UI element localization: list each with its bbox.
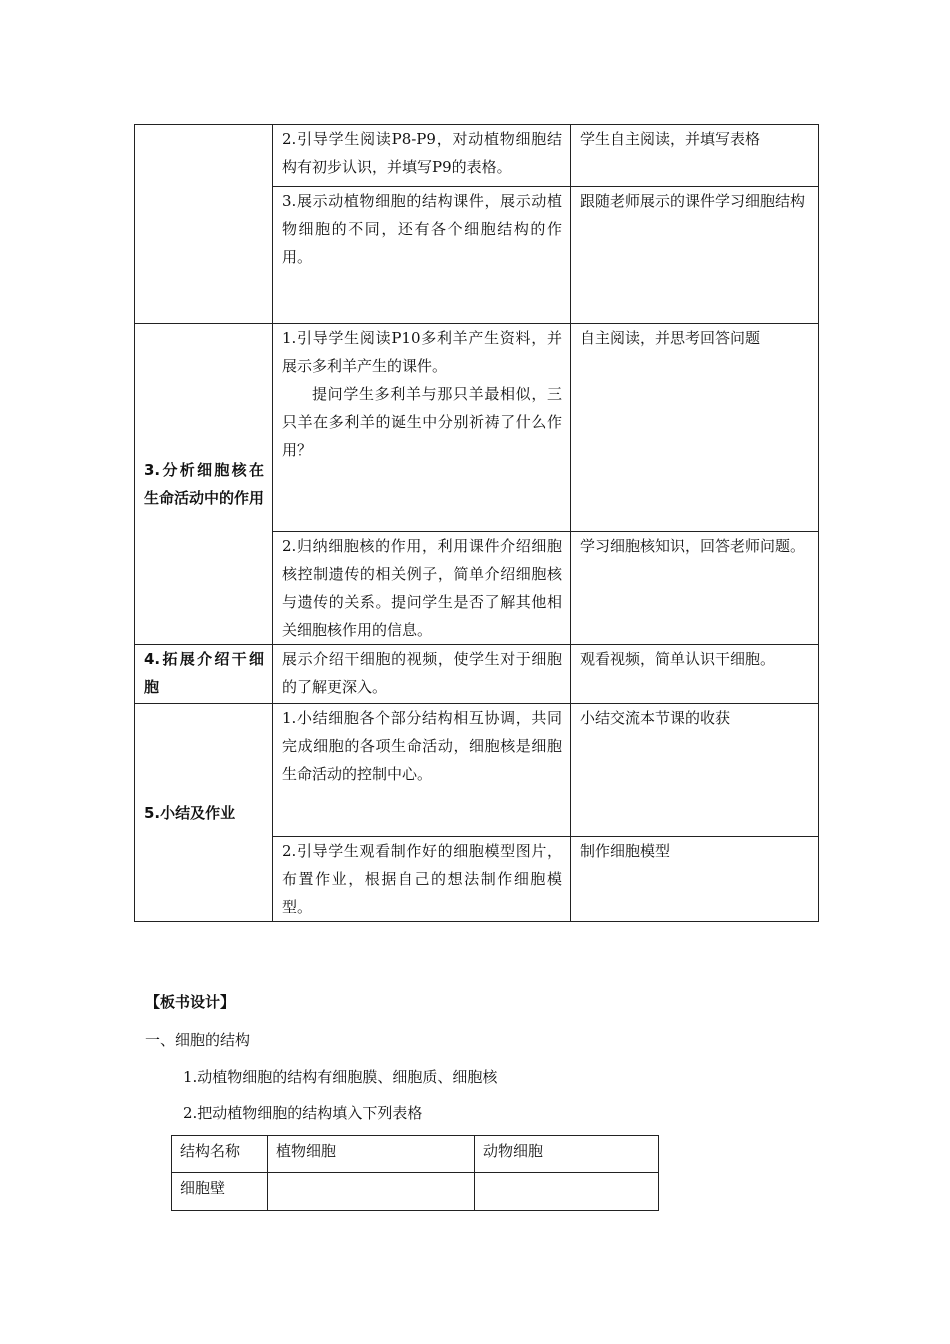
student-activity-cell: 制作细胞模型: [571, 837, 819, 922]
teacher-activity-cell: 1.小结细胞各个部分结构相互协调，共同完成细胞的各项生命活动，细胞核是细胞生命活动的控制中心。: [273, 704, 571, 837]
header-cell: 植物细胞: [268, 1136, 475, 1173]
cell-structure-table: [171, 1135, 659, 1211]
teacher-activity-cell: 1.引导学生阅读P10多利羊产生资料，并展示多利羊产生的课件。 提问学生多利羊与那只羊最相似，三只羊在多利羊的诞生中分别祈祷了什么作用？: [273, 324, 571, 532]
table-row: [135, 645, 819, 704]
lesson-process-table: [134, 124, 819, 922]
stage-cell: 4.拓展介绍干细胞: [135, 645, 273, 704]
student-activity-cell: 观看视频，简单认识干细胞。: [571, 645, 819, 704]
table-cell: [268, 1173, 475, 1211]
board-design-item: 2.把动植物细胞的结构填入下列表格: [183, 1104, 423, 1122]
board-design-item: 1.动植物细胞的结构有细胞膜、细胞质、细胞核: [183, 1068, 498, 1086]
teacher-activity-cell: 3.展示动植物细胞的结构课件，展示动植物细胞的不同，还有各个细胞结构的作用。: [273, 187, 571, 324]
student-activity-cell: 跟随老师展示的课件学习细胞结构: [571, 187, 819, 324]
stage-cell: 5.小结及作业: [135, 704, 273, 922]
header-cell: 动物细胞: [475, 1136, 659, 1173]
table-row: [135, 125, 819, 187]
student-activity-cell: 自主阅读，并思考回答问题: [571, 324, 819, 532]
teacher-activity-cell: 2.引导学生阅读P8-P9，对动植物细胞结构有初步认识，并填写P9的表格。: [273, 125, 571, 187]
teacher-activity-cell: 展示介绍干细胞的视频，使学生对于细胞的了解更深入。: [273, 645, 571, 704]
table-cell: 细胞壁: [172, 1173, 268, 1211]
board-design-title: 【板书设计】: [145, 993, 236, 1011]
stage-cell: 3.分析细胞核在生命活动中的作用: [135, 324, 273, 645]
teacher-activity-cell: 2.归纳细胞核的作用，利用课件介绍细胞核控制遗传的相关例子，简单介绍细胞核与遗传的关系。提问学生是否了解其他相关细胞核作用的信息。: [273, 532, 571, 645]
header-cell: 结构名称: [172, 1136, 268, 1173]
student-activity-cell: 学习细胞核知识，回答老师问题。: [571, 532, 819, 645]
table-cell: [475, 1173, 659, 1211]
table-row: [135, 704, 819, 837]
board-design-heading: 一、细胞的结构: [145, 1031, 251, 1049]
student-activity-cell: 小结交流本节课的收获: [571, 704, 819, 837]
table-header-row: [172, 1136, 659, 1173]
table-row: [135, 324, 819, 532]
stage-cell-empty: [135, 125, 273, 324]
table-row: [172, 1173, 659, 1211]
student-activity-cell: 学生自主阅读，并填写表格: [571, 125, 819, 187]
teacher-activity-cell: 2.引导学生观看制作好的细胞模型图片，布置作业，根据自己的想法制作细胞模型。: [273, 837, 571, 922]
